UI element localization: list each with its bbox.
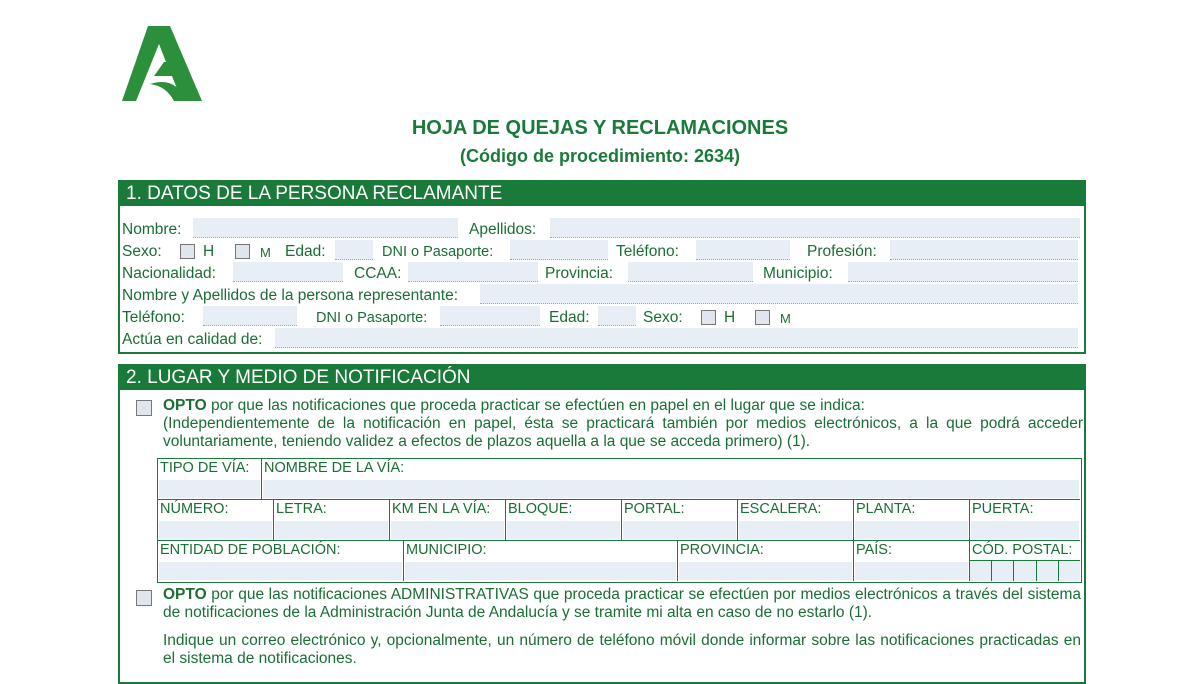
edad-label: Edad: <box>285 243 326 260</box>
cod-postal-digit[interactable] <box>970 561 992 581</box>
opto-papel-line2: (Independientemente de la notificación en papel, ésta se practicará también por medios electrónicos, a la que podrá acceder voluntariamente, teniendo validez a efectos de plazos aquella a la que se acceda primero) (1). <box>163 415 1083 450</box>
dni-label: DNI o Pasaporte: <box>382 244 494 260</box>
nacionalidad-label: Nacionalidad: <box>122 265 216 282</box>
provincia-label: Provincia: <box>545 265 614 282</box>
apellidos-field[interactable] <box>550 218 1080 238</box>
escalera-cell[interactable] <box>738 500 854 541</box>
page-title: HOJA DE QUEJAS Y RECLAMACIONES <box>411 117 789 139</box>
edad-representante-field[interactable] <box>598 306 636 326</box>
municipio-field[interactable] <box>848 262 1078 282</box>
entidad-cell[interactable] <box>158 541 404 581</box>
bloque-cell[interactable] <box>506 500 622 541</box>
km-label: KM EN LA VÍA: <box>392 501 491 517</box>
nombre-field[interactable] <box>193 218 458 238</box>
numero-label: NÚMERO: <box>160 501 229 517</box>
profesion-label: Profesión: <box>807 243 877 260</box>
edad-representante-label: Edad: <box>549 309 590 326</box>
sexo-label: Sexo: <box>122 243 162 260</box>
sexo-m-checkbox[interactable] <box>235 244 250 259</box>
representante-label: Nombre y Apellidos de la persona representante: <box>122 287 459 304</box>
representante-field[interactable] <box>480 284 1078 304</box>
opto-papel-bold: OPTO <box>163 397 207 414</box>
pais-label: PAÍS: <box>856 542 892 558</box>
provincia-cell[interactable] <box>678 541 854 581</box>
nombre-via-label: NOMBRE DE LA VÍA: <box>264 460 405 476</box>
entidad-label: ENTIDAD DE POBLACIÓN: <box>160 542 341 558</box>
opto-papel-line1: por que las notificaciones que proceda practicar se efectúen en papel en el lugar que se indica: <box>206 397 865 414</box>
puerta-cell[interactable] <box>970 500 1080 541</box>
cod-postal-digit[interactable] <box>1014 561 1036 581</box>
pais-cell[interactable] <box>854 541 970 581</box>
puerta-label: PUERTA: <box>972 501 1034 517</box>
portal-cell[interactable] <box>622 500 738 541</box>
indique-text: Indique un correo electrónico y, opcionalmente, un número de teléfono móvil donde informar sobre las notificaciones practicadas en el sistema de notificaciones. <box>163 632 1081 667</box>
sexo-m-label: M <box>260 245 271 260</box>
cod-postal-boxes <box>970 560 1080 581</box>
telefono-field[interactable] <box>696 240 790 260</box>
edad-field[interactable] <box>335 240 373 260</box>
address-grid <box>157 458 1082 583</box>
profesion-field[interactable] <box>890 240 1078 260</box>
tipo-via-label: TIPO DE VÍA: <box>160 460 250 476</box>
opto-papel-checkbox[interactable] <box>136 400 152 416</box>
municipio-label: Municipio: <box>763 265 833 282</box>
numero-cell[interactable] <box>158 500 274 541</box>
bloque-label: BLOQUE: <box>508 501 573 517</box>
opto-papel-text <box>163 397 1083 451</box>
dni-representante-label: DNI o Pasaporte: <box>316 310 428 326</box>
telefono-label: Teléfono: <box>616 243 679 260</box>
cod-postal-digit[interactable] <box>1059 561 1080 581</box>
ccaa-field[interactable] <box>408 262 538 282</box>
section2-heading: 2. LUGAR Y MEDIO DE NOTIFICACIÓN <box>120 366 1084 390</box>
ccaa-label: CCAA: <box>354 265 402 282</box>
sexo-representante-m-checkbox[interactable] <box>755 310 770 325</box>
municipio-address-label: MUNICIPIO: <box>406 542 487 558</box>
sexo-representante-label: Sexo: <box>643 309 683 326</box>
page-subtitle: (Código de procedimiento: 2634) <box>459 146 741 166</box>
opto-electronico-checkbox[interactable] <box>136 590 152 606</box>
telefono-representante-label: Teléfono: <box>122 309 185 326</box>
nombre-via-cell[interactable] <box>262 459 1080 500</box>
actua-label: Actúa en calidad de: <box>122 331 263 348</box>
letra-cell[interactable] <box>274 500 390 541</box>
apellidos-label: Apellidos: <box>469 221 537 238</box>
cod-postal-label: CÓD. POSTAL: <box>972 542 1073 558</box>
planta-label: PLANTA: <box>856 501 916 517</box>
sexo-representante-h-label: H <box>724 309 736 326</box>
cod-postal-digit[interactable] <box>1037 561 1059 581</box>
escalera-label: ESCALERA: <box>740 501 822 517</box>
municipio-cell[interactable] <box>404 541 678 581</box>
provincia-address-label: PROVINCIA: <box>680 542 764 558</box>
opto-electronico-bold: OPTO <box>163 586 207 603</box>
cod-postal-digit[interactable] <box>992 561 1014 581</box>
sexo-h-label: H <box>203 243 215 260</box>
opto-electronico-text <box>163 586 1081 622</box>
sexo-representante-h-checkbox[interactable] <box>701 310 716 325</box>
opto-electronico-body: por que las notificaciones ADMINISTRATIVAS que proceda practicar se efectúen por medios electrónicos a través del sistema de notificaciones de la Administración Junta de Andalucía y se tramite mi alta en caso de no estarlo (1). <box>163 586 1081 621</box>
cod-postal-cell[interactable] <box>970 541 1080 581</box>
km-cell[interactable] <box>390 500 506 541</box>
junta-andalucia-logo-icon <box>120 24 204 102</box>
provincia-field[interactable] <box>628 262 753 282</box>
dni-field[interactable] <box>510 240 608 260</box>
nacionalidad-field[interactable] <box>233 262 343 282</box>
nombre-label: Nombre: <box>122 221 182 238</box>
dni-representante-field[interactable] <box>440 306 540 326</box>
tipo-via-cell[interactable] <box>158 459 262 500</box>
actua-field[interactable] <box>275 328 1078 348</box>
planta-cell[interactable] <box>854 500 970 541</box>
telefono-representante-field[interactable] <box>203 306 297 326</box>
sexo-h-checkbox[interactable] <box>180 244 195 259</box>
portal-label: PORTAL: <box>624 501 685 517</box>
sexo-representante-m-label: M <box>780 311 791 326</box>
letra-label: LETRA: <box>276 501 327 517</box>
section1-heading: 1. DATOS DE LA PERSONA RECLAMANTE <box>120 182 1084 206</box>
